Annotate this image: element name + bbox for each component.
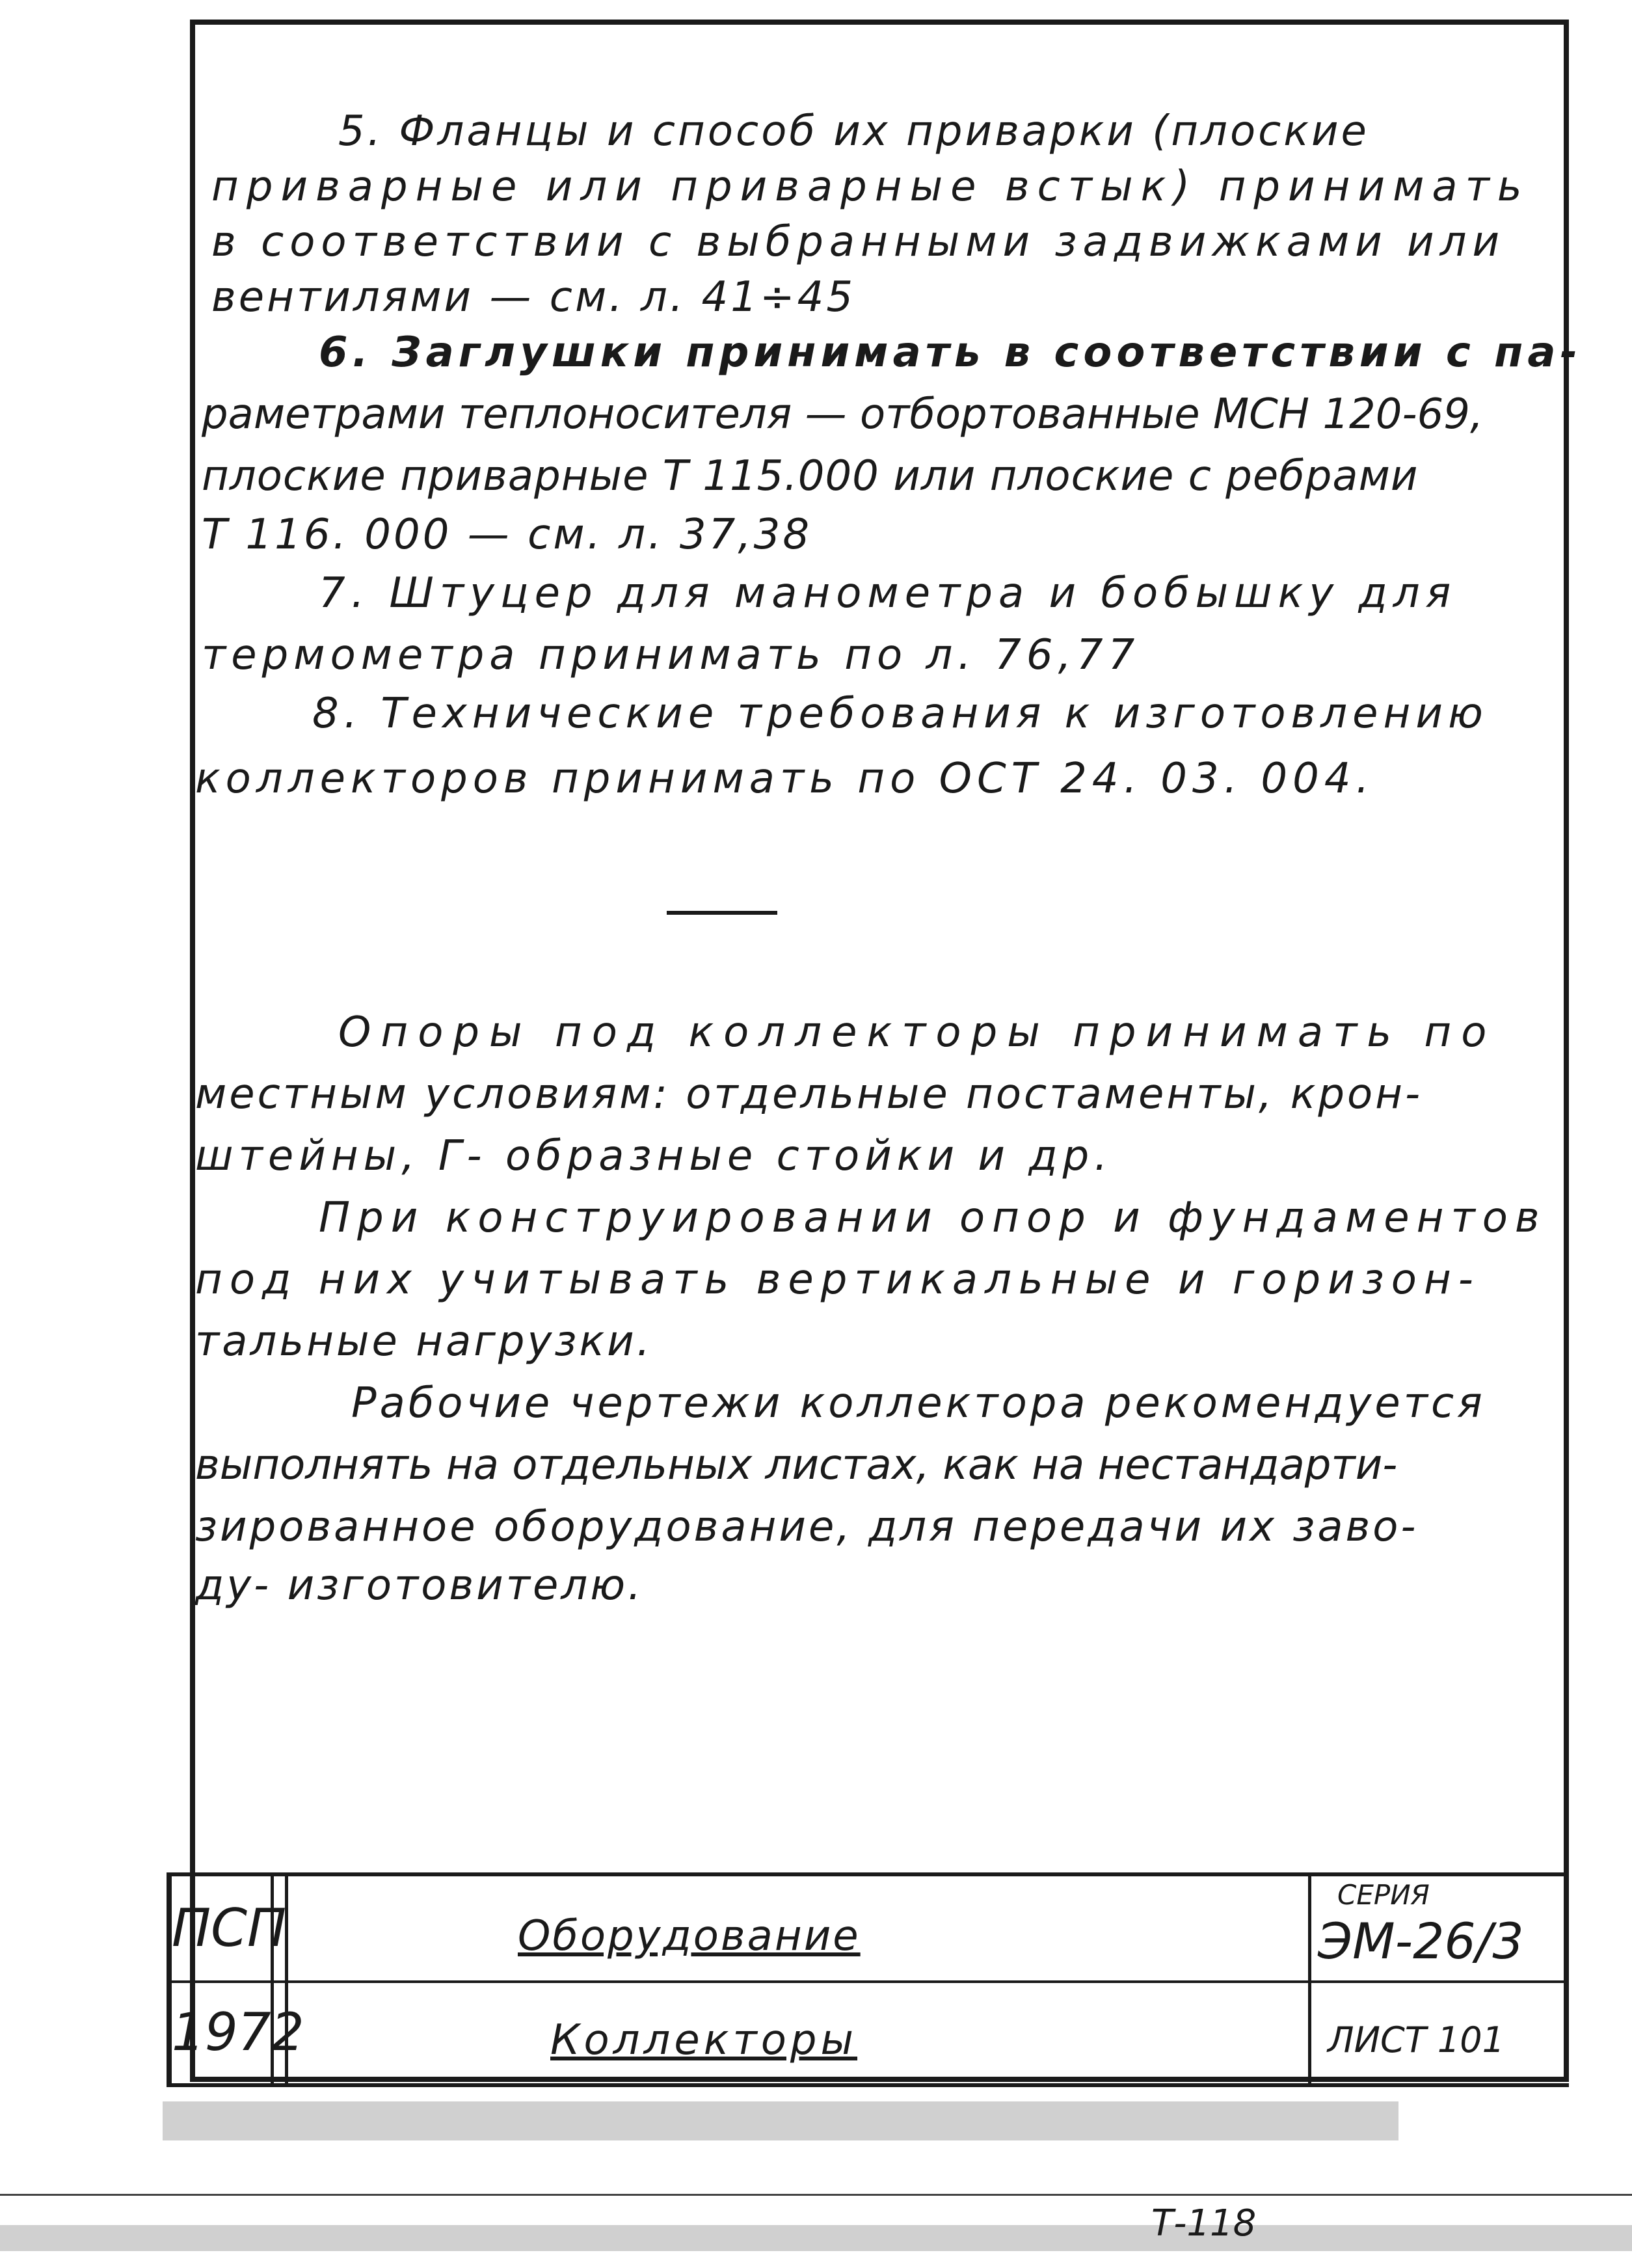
drawings-line-3: зированное оборудование, для передачи их заво- — [195, 1503, 1419, 1551]
note-6-line-2: раметрами теплоносителя — отбортованные МСН 120-69, — [202, 390, 1484, 439]
note-8-line-1: 8. Технические требования к изготовлению — [312, 690, 1488, 738]
stamp-year: 1972 — [172, 2002, 304, 2062]
note-7-line-2: термометра принимать по л. 76,77 — [202, 631, 1140, 679]
stamp-sheet-label: ЛИСТ 101 — [1328, 2019, 1505, 2060]
supports-line-3: штейны, Г- образные стойки и др. — [195, 1132, 1113, 1180]
drawings-line-4: ду- изготовителю. — [195, 1561, 644, 1610]
footer-sheet-number: Т-118 — [1151, 2202, 1257, 2245]
stamp-series-value: ЭМ-26/3 — [1318, 1912, 1524, 1970]
note-5-line-4: вентилями — см. л. 41÷45 — [211, 273, 856, 321]
supports-line-5: под них учитывать вертикальные и горизон- — [195, 1256, 1480, 1304]
separator-line — [667, 911, 777, 915]
stamp-org: ПСП — [172, 1898, 287, 1958]
stamp-divider-3 — [1308, 1876, 1311, 2083]
scan-noise-footer — [0, 2225, 1632, 2251]
stamp-title-top: Оборудование — [518, 1912, 861, 1960]
page-bottom-rule — [0, 2194, 1632, 2196]
scan-noise-band — [163, 2101, 1398, 2140]
drawings-line-1: Рабочие чертежи коллектора рекомендуется — [351, 1379, 1486, 1427]
note-8-line-2: коллекторов принимать по ОСТ 24. 03. 004. — [195, 755, 1374, 803]
note-6-line-3: плоские приварные Т 115.000 или плоские с ребрами — [202, 452, 1419, 500]
note-5-line-1: 5. Фланцы и способ их приварки (плоские — [338, 107, 1369, 155]
supports-line-4: При конструировании опор и фундаментов — [319, 1194, 1547, 1242]
note-7-line-1: 7. Штуцер для манометра и бобышку для — [319, 569, 1457, 617]
supports-line-2: местным условиям: отдельные постаменты, крон- — [195, 1070, 1423, 1118]
note-6-line-4: Т 116. 000 — см. л. 37,38 — [202, 511, 812, 559]
note-6-line-1: 6. Заглушки принимать в соответствии с па- — [319, 329, 1583, 377]
title-block — [167, 1872, 1569, 2087]
note-5-line-2: приварные или приварные встык) принимать — [211, 163, 1530, 211]
supports-line-6: тальные нагрузки. — [195, 1317, 653, 1366]
stamp-series-label: СЕРИЯ — [1337, 1879, 1430, 1911]
stamp-title-bottom: Коллекторы — [550, 2016, 858, 2064]
drawings-line-2: выполнять на отдельных листах, как на нестандарти- — [195, 1441, 1398, 1489]
supports-line-1: Опоры под коллекторы принимать по — [338, 1008, 1497, 1057]
stamp-row-divider — [167, 1980, 1569, 1983]
note-5-line-3: в соответствии с выбранными задвижками или — [211, 218, 1506, 266]
